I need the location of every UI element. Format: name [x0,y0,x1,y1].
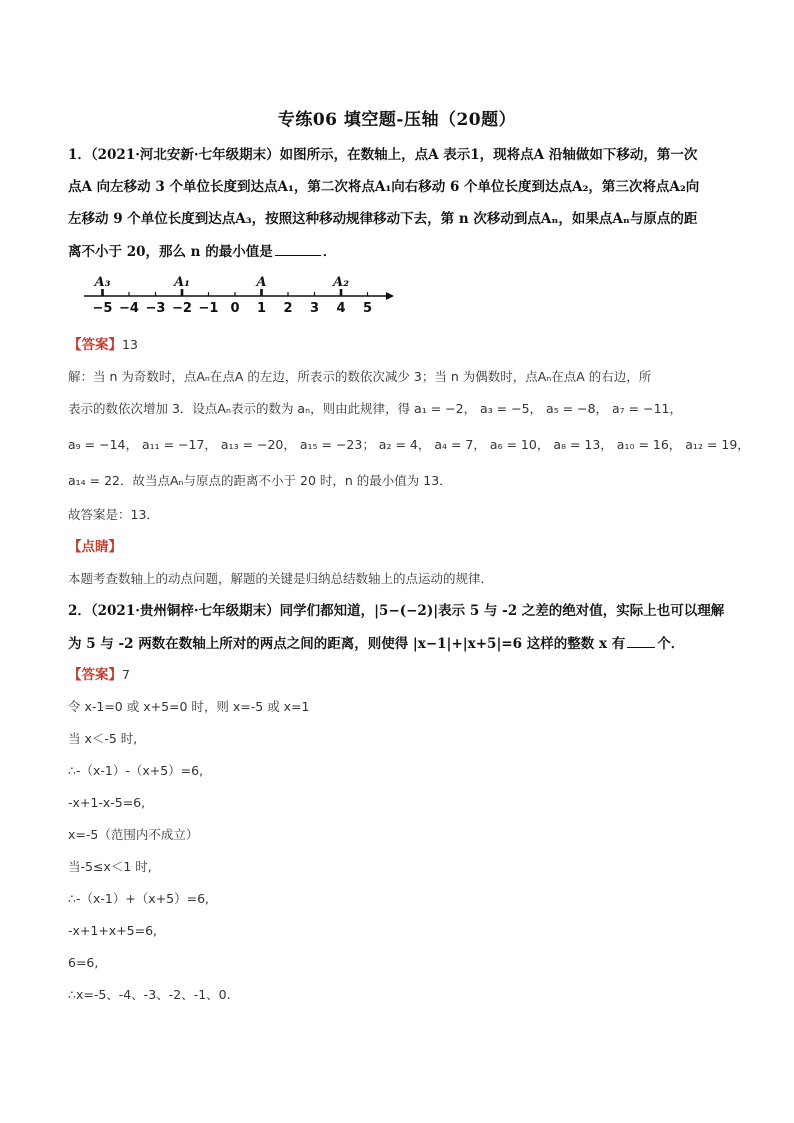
q2-step-4: -x+1-x-5=6, [68,795,146,810]
q2-text-line-2-main: 为 5 与 -2 两数在数轴上所对的两点之间的距离，则使得 |x−1|+|x+5|=6 这样的整数 x 有 [68,636,626,652]
q1-answer-tag: 【答案】 [68,337,122,353]
number-line-tick-label: −3 [145,301,166,316]
q2-step-7: ∴-（x-1）+（x+5）=6, [68,891,210,906]
q1-text-line-4-end: ． [322,244,337,260]
q1-answer-row [68,336,728,354]
q1-solution-line-2: 表示的数依次增加 3．设点Aₙ表示的数为 aₙ，则由此规律，得 a₁ = −2， a₃ = −5， a₅ = −8， a₇ = −11， [68,401,682,416]
number-line-tick-label: 0 [230,301,240,316]
q1-text-line-4 [68,242,728,261]
number-line-point-label: A [256,275,267,290]
q1-answer-blank [275,242,321,256]
q2-text-line-1: 2．（2021·贵州铜梓·七年级期末）同学们都知道，|5−(−2)|表示 5 与 -2 之差的绝对值，实际上也可以理解 [68,603,725,619]
number-line-tick-label: 4 [336,301,346,316]
q2-step-6: 当-5≤x＜1 时, [68,859,152,874]
q1-text-line-3: 左移动 9 个单位长度到达点A₃，按照这种移动规律移动下去，第 n 次移动到点Aₙ，如果点Aₙ与原点的距 [68,211,698,227]
q1-solution-line-3: a₉ = −14， a₁₁ = −17， a₁₃ = −20， a₁₅ = −23； a₂ = 4， a₄ = 7， a₆ = 10， a₈ = 13， a₁₀ = 16， a₁₂ = 19， [68,437,750,452]
q1-tip-tag: 【点睛】 [68,539,122,555]
q1-tip-text: 本题考查数轴上的动点问题，解题的关键是归纳总结数轴上的点运动的规律． [68,571,494,586]
q2-answer-value: 7 [122,667,130,682]
q2-step-9: 6=6, [68,955,99,970]
q2-text-line-2-end: 个． [657,636,685,652]
q1-text-line-4-main: 离不小于 20，那么 n 的最小值是 [68,244,273,260]
q2-step-2: 当 x＜-5 时, [68,731,138,746]
q1-text-line-1: 1．（2021·河北安新·七年级期末）如图所示，在数轴上，点A 表示1，现将点A 沿轴做如下移动，第一次 [68,147,698,163]
number-line-figure [80,274,400,318]
q1-solution-line-1: 解：当 n 为奇数时，点Aₙ在点A 的左边，所表示的数依次减少 3；当 n 为偶数时，点Aₙ在点A 的右边，所 [68,369,652,384]
number-line-points [93,275,350,296]
q1-answer-value: 13 [122,337,138,352]
number-line-tick-label: −2 [172,301,192,316]
number-line-point-label: A₁ [174,275,190,290]
q2-answer-row [68,666,728,684]
q2-text-line-2 [68,634,728,653]
number-line-tick-label: 1 [256,301,267,316]
number-line-arrow [386,292,394,300]
q1-conclusion: 故答案是：13． [68,507,159,522]
number-line-tick-label: −1 [198,301,219,316]
q2-step-8: -x+1+x+5=6, [68,923,158,938]
number-line-tick-label: −5 [92,301,113,316]
q2-step-5: x=-5（范围内不成立） [68,827,199,842]
page-title: 专练06 填空题-压轴（20题） [277,110,517,130]
number-line-tick-label: 3 [309,301,320,316]
q1-solution-line-4: a₁₄ = 22．故当点Aₙ与原点的距离不小于 20 时，n 的最小值为 13． [68,473,452,488]
q2-answer-blank [627,634,655,648]
number-line-tick-label: 2 [283,301,293,316]
number-line-tick-label: 5 [362,301,373,316]
number-line-point-label: A₃ [94,275,111,290]
number-line-point-label: A₂ [333,275,349,290]
number-line-tick-label: −4 [119,301,139,316]
q1-text-line-2: 点A 向左移动 3 个单位长度到达点A₁，第二次将点A₁向右移动 6 个单位长度到达点A₂，第三次将点A₂向 [68,179,700,195]
q2-step-10: ∴x=-5、-4、-3、-2、-1、0. [68,987,231,1002]
q2-answer-tag: 【答案】 [68,667,122,683]
q2-step-1: 令 x-1=0 或 x+5=0 时，则 x=-5 或 x=1 [68,699,310,714]
q2-step-3: ∴-（x-1）-（x+5）=6, [68,763,204,778]
